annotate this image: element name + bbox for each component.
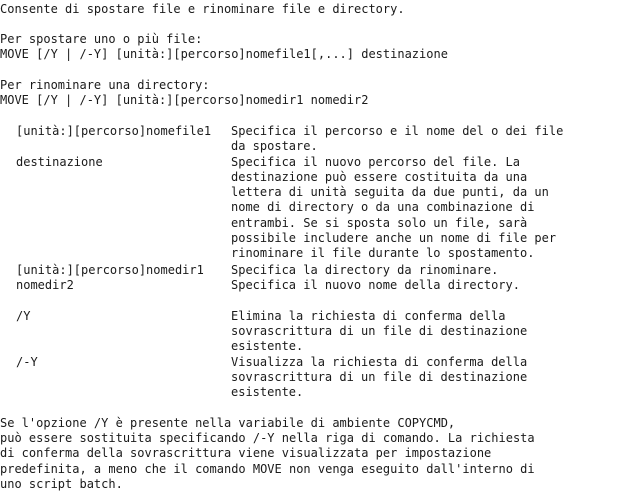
param-desc-line: Specifica la directory da rinominare. xyxy=(231,263,499,277)
rename-usage-syntax: MOVE [/Y | /-Y] [unità:][percorso]nomedir1 nomedir2 xyxy=(0,93,369,107)
footer-note-line: può essere sostituita specificando /-Y nella riga di comando. La richiesta xyxy=(0,431,535,445)
footer-note-line: uno script batch. xyxy=(0,477,123,491)
footer-note-line: di conferma della sovrascrittura viene visualizzata per impostazione xyxy=(0,446,492,460)
param-desc-line: da spostare. xyxy=(231,139,318,153)
switch-desc-line: sovrascrittura di un file di destinazione xyxy=(231,324,528,338)
switch-desc-line: esistente. xyxy=(231,385,304,399)
param-name-destination: destinazione xyxy=(16,155,103,169)
param-desc-line: Specifica il nuovo nome della directory. xyxy=(231,278,520,292)
param-desc-line: lettera di unità seguita da due punti, da un xyxy=(231,185,549,199)
switch-desc-line: Elimina la richiesta di conferma della xyxy=(231,309,506,323)
param-desc-line: possibile includere anche un nome di file per xyxy=(231,231,557,245)
move-usage-heading: Per spostare uno o più file: xyxy=(0,32,203,46)
param-desc-line: rinominare il file durante lo spostamento. xyxy=(231,246,535,260)
move-usage-syntax: MOVE [/Y | /-Y] [unità:][percorso]nomefile1[,...] destinazione xyxy=(0,47,448,61)
switch-desc-line: esistente. xyxy=(231,339,304,353)
param-name-source: [unità:][percorso]nomefile1 xyxy=(16,124,212,138)
param-desc-line: entrambi. Se si sposta solo un file, sarà xyxy=(231,216,528,230)
param-desc-line: nome di directory o da una combinazione di xyxy=(231,200,535,214)
switch-desc-line: sovrascrittura di un file di destinazione xyxy=(231,370,528,384)
rename-usage-heading: Per rinominare una directory: xyxy=(0,78,210,92)
param-desc-line: Specifica il percorso e il nome del o dei file xyxy=(231,124,564,138)
command-description: Consente di spostare file e rinominare file e directory. xyxy=(0,2,405,16)
footer-note-line: Se l'opzione /Y è presente nella variabile di ambiente COPYCMD, xyxy=(0,416,456,430)
param-name-source-dir: [unità:][percorso]nomedir1 xyxy=(16,263,204,277)
param-desc-line: Specifica il nuovo percorso del file. La xyxy=(231,155,520,169)
switch-name-y: /Y xyxy=(16,309,31,323)
switch-name-no-y: /-Y xyxy=(16,355,38,369)
switch-desc-line: Visualizza la richiesta di conferma della xyxy=(231,355,528,369)
param-desc-line: destinazione può essere costituita da una xyxy=(231,170,528,184)
param-name-new-dir: nomedir2 xyxy=(16,278,74,292)
footer-note-line: predefinita, a meno che il comando MOVE non venga eseguito dall'interno di xyxy=(0,462,535,476)
